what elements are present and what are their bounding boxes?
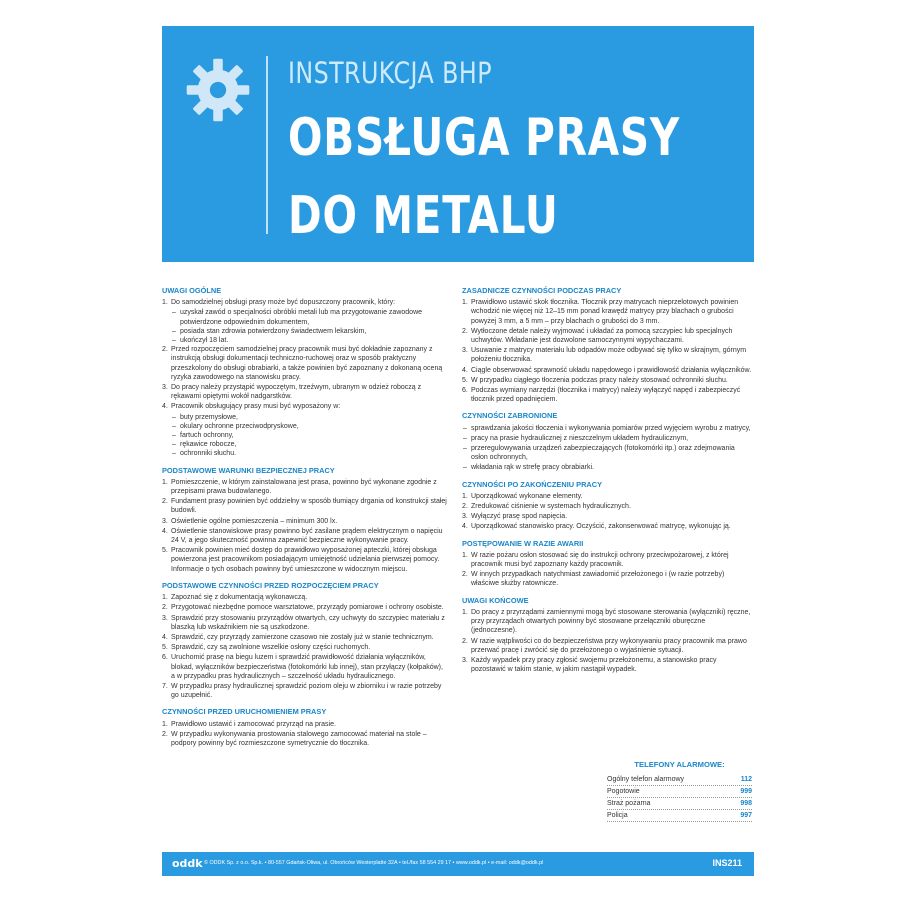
doc-subtitle: INSTRUKCJA BHP: [288, 56, 492, 90]
section-title: UWAGI OGÓLNE: [162, 286, 222, 295]
list-item: 4. Pracownik obsługujący prasy musi być wyposażony w:: [162, 403, 341, 411]
footer-contact: © ODDK Sp. z o.o. Sp.k. • 80-557 Gdańsk-Oliwa, ul. Obrońców Westerplatte 32A • tel./fax 58 554 29 17 • www.oddk.pl • e-mail: oddk@oddk.pl: [204, 860, 544, 866]
section-title: UWAGI KOŃCOWE: [462, 595, 529, 605]
list-item: 3. Każdy wypadek przy pracy zgłosić swojemu przełożonemu, a stanowisko pracy pozostawić w takim stanie, w jakim nastąpił wypadek.: [462, 656, 717, 674]
section-title: PODSTAWOWE CZYNNOŚCI PRZED ROZPOCZĘCIEM PRACY: [162, 580, 379, 590]
list-item: 3. Do pracy należy przystąpić wypoczętym, trzeźwym, ubranym w odzież roboczą z rękawami opiętymi wokół nadgarstków.: [162, 384, 422, 401]
list-item: – pracy na prasie hydraulicznej z nieszczelnym układem hydraulicznym,: [462, 434, 752, 443]
section-title: ZASADNICZE CZYNNOŚCI PODCZAS PRACY: [462, 286, 622, 295]
list-item: 2. W razie wątpliwości co do bezpieczeństwa przy wykonywaniu pracy pracownik ma prawo przerwać pracę i zwrócić się do przełożonego o wyjaśnienie sytuacji.: [462, 637, 747, 654]
list-item: 1. W razie pożaru osłon stosować się do instrukcji ochrony przeciwpożarowej, z której pracownik musi być zapoznany każdy pracownik.: [462, 551, 729, 569]
list-item: 2. Przed rozpoczęciem samodzielnej pracy pracownik musi być dokładnie zapoznany z instrukcją obsługi dokumentacji techniczno-ruchowej oraz w sposób praktyczny przeszkolony do obsługi obrabiarki, a także powinien być zapoznany z dokonaną oceną ryzyka zawodowego na stanowisku pracy.: [162, 346, 443, 381]
safety-instruction-sheet: [162, 26, 754, 878]
section-title: CZYNNOŚCI PO ZAKOŃCZENIU PRACY: [462, 479, 603, 489]
sub-item: – posiada stan zdrowia potwierdzony świadectwem lekarskim,: [162, 327, 447, 336]
list-item: 1. Prawidłowo ustawić skok tłocznika. Tłocznik przy matrycach nieprzelotowych powinien wchodzić nie więcej niż 12–15 mm ponad krawędź matrycy przy blachach o grubości powyżej 3 mm, a 5 mm – przy blachach o grubości do 3 mm.: [462, 299, 739, 325]
sub-item: – ochronniki słuchu.: [162, 449, 447, 458]
header-banner: [162, 26, 754, 262]
list-item: 3. Oświetlenie ogólne pomieszczenia – minimum 300 lx.: [162, 517, 338, 525]
list-item: 2. Zredukować ciśnienie w systemach hydraulicznych.: [462, 503, 631, 511]
list-item: 4. Uporządkować stanowisko pracy. Oczyścić, zakonserwować matrycę, wykonując ją.: [462, 523, 731, 531]
list-item: – sprawdzania jakości tłoczenia i wykonywania pomiarów przed wyjęciem wyrobu z matrycy,: [462, 424, 752, 433]
gear-icon: [184, 56, 252, 124]
list-item: – wkładania rąk w strefę pracy obrabiarki.: [462, 463, 752, 472]
list-item: 6. Podczas wymiany narzędzi (tłocznika i matrycy) należy wyłączyć napęd i zabezpieczyć tłocznik przed opadnięciem.: [462, 387, 741, 404]
list-item: 2. W innych przypadkach natychmiast zawiadomić przełożonego i (w razie potrzeby) właściwe służby ratownicze.: [462, 571, 725, 588]
phone-row: Straż pożarna 998: [607, 798, 752, 810]
list-item: 5. W przypadku ciągłego tłoczenia podczas pracy należy stosować ochronniki słuchu.: [462, 376, 728, 384]
list-item: 1. Do samodzielnej obsługi prasy może być dopuszczony pracownik, który:: [162, 299, 396, 307]
list-item: 2. Wytłoczone detale należy wyjmować i układać za pomocą szczypiec lub specjalnych uchwytów. Wkładanie jest dozwolone samoczynnymi wypychaczami.: [462, 327, 733, 345]
phones-title: TELEFONY ALARMOWE:: [634, 760, 725, 769]
section-title: PODSTAWOWE WARUNKI BEZPIECZNEJ PRACY: [162, 465, 335, 475]
list-item: 3. Wyłączyć prasę spod napięcia.: [462, 513, 568, 521]
left-column: [162, 286, 447, 749]
publisher-logo: oddk: [172, 857, 203, 870]
list-item: 4. Ciągle obserwować sprawność układu napędowego i prawidłowość działania wyłączników.: [462, 366, 752, 374]
emergency-phones: [607, 760, 752, 822]
sub-item: – ukończył 18 lat.: [162, 336, 447, 345]
doc-code: INS211: [712, 858, 742, 868]
section-title: CZYNNOŚCI PRZED URUCHOMIENIEM PRASY: [162, 707, 327, 717]
list-item: 3. Usuwanie z matrycy materiału lub odpadów może odbywać się tylko w skrajnym, górnym położeniu tłocznika.: [462, 347, 747, 364]
sub-item: – rękawice robocze,: [162, 440, 447, 449]
list-item: 5. Sprawdzić, czy są zwolnione wszelkie osłony części ruchomych.: [162, 644, 371, 652]
list-item: 3. Sprawdzić przy stosowaniu przyrządów otwartych, czy uchwyty do szczypiec materiału z blaszką lub wskaźnikiem nie są uszkodzone.: [162, 614, 445, 631]
list-item: – przeregulowywania urządzeń zabezpieczających (fotokomórki itp.) oraz zdejmowania osłon ochronnych,: [462, 444, 752, 462]
list-item: 2. Fundament prasy powinien być oddzielny w sposób tłumiący drgania od konstrukcji stałej budowli.: [162, 498, 447, 515]
phone-row: Policja 997: [607, 810, 752, 822]
section-title: POSTĘPOWANIE W RAZIE AWARII: [462, 538, 584, 548]
phone-row: Ogólny telefon alarmowy 112: [607, 774, 752, 786]
sub-item: – buty przemysłowe,: [162, 413, 447, 422]
list-item: 4. Oświetlenie stanowiskowe prasy powinno być zasilane prądem elektrycznym o napięciu 24 V, a jego skuteczność powinna zapewnić bezpieczne wykonywanie pracy.: [162, 527, 443, 545]
list-item: 5. Pracownik powinien mieć dostęp do prawidłowo wyposażonej apteczki, której obsługa powierzona jest pracownikom posiadającym umiejętność udzielania pierwszej pomocy. Informacje o tych osobach powinny być umieszczone w widocznym miejscu.: [162, 547, 440, 573]
list-item: 1. Uporządkować wykonane elementy.: [462, 492, 583, 500]
list-item: 4. Sprawdzić, czy przyrządy zamierzone czasowo nie zostały już w stanie technicznym.: [162, 633, 434, 641]
doc-title-line1: OBSŁUGA PRASY: [288, 108, 681, 168]
list-item: 1. Pomieszczenie, w którym zainstalowana jest prasa, powinno być wykonane zgodnie z przepisami prawa budowlanego.: [162, 478, 437, 496]
phone-row: Pogotowie 999: [607, 786, 752, 798]
sub-item: – fartuch ochronny,: [162, 431, 447, 440]
doc-title-line2: DO METALU: [288, 186, 559, 246]
list-item: 1. Zapoznać się z dokumentacją wykonawczą.: [162, 594, 308, 602]
sub-item: – okulary ochronne przeciwodpryskowe,: [162, 422, 447, 431]
header-divider: [266, 56, 268, 234]
list-item: 7. W przypadku prasy hydraulicznej sprawdzić poziom oleju w zbiorniku i w razie potrzeby go uzupełnić.: [162, 682, 442, 700]
list-item: 6. Uruchomić prasę na biegu luzem i sprawdzić prawidłowość działania wyłączników, blokad, wyłączników bezpieczeństwa (fotokomórki lub innej), stan przyłączy (kołpaków), a w przypadku pras hydraulicznych – szczelność układu hydraulicznego.: [162, 654, 443, 680]
list-item: 2. W przypadku wykonywania prostowania stalowego zamocować materiał na stole – podpory powinny być rozmieszczone symetrycznie do tłocznika.: [162, 730, 427, 747]
list-item: 1. Do pracy z przyrządami zamiennymi mogą być stosowane sterowania (wyłączniki) ręczne, przy przyrządach otwartych powinny być stosowane przełączniki oburęczne (jednoczesne).: [462, 608, 751, 635]
list-item: 2. Przygotować niezbędne pomoce warsztatowe, przyrządy pomiarowe i ochrony osobiste.: [162, 604, 444, 612]
footer-bar: [162, 852, 754, 876]
sub-item: – uzyskał zawód o specjalności obróbki metali lub ma przygotowanie zawodowe potwierdzone odpowiednim dokumentem,: [162, 308, 447, 326]
list-item: 1. Prawidłowo ustawić i zamocować przyrząd na prasie.: [162, 720, 336, 728]
right-column: [462, 286, 752, 675]
section-title: CZYNNOŚCI ZABRONIONE: [462, 411, 558, 421]
